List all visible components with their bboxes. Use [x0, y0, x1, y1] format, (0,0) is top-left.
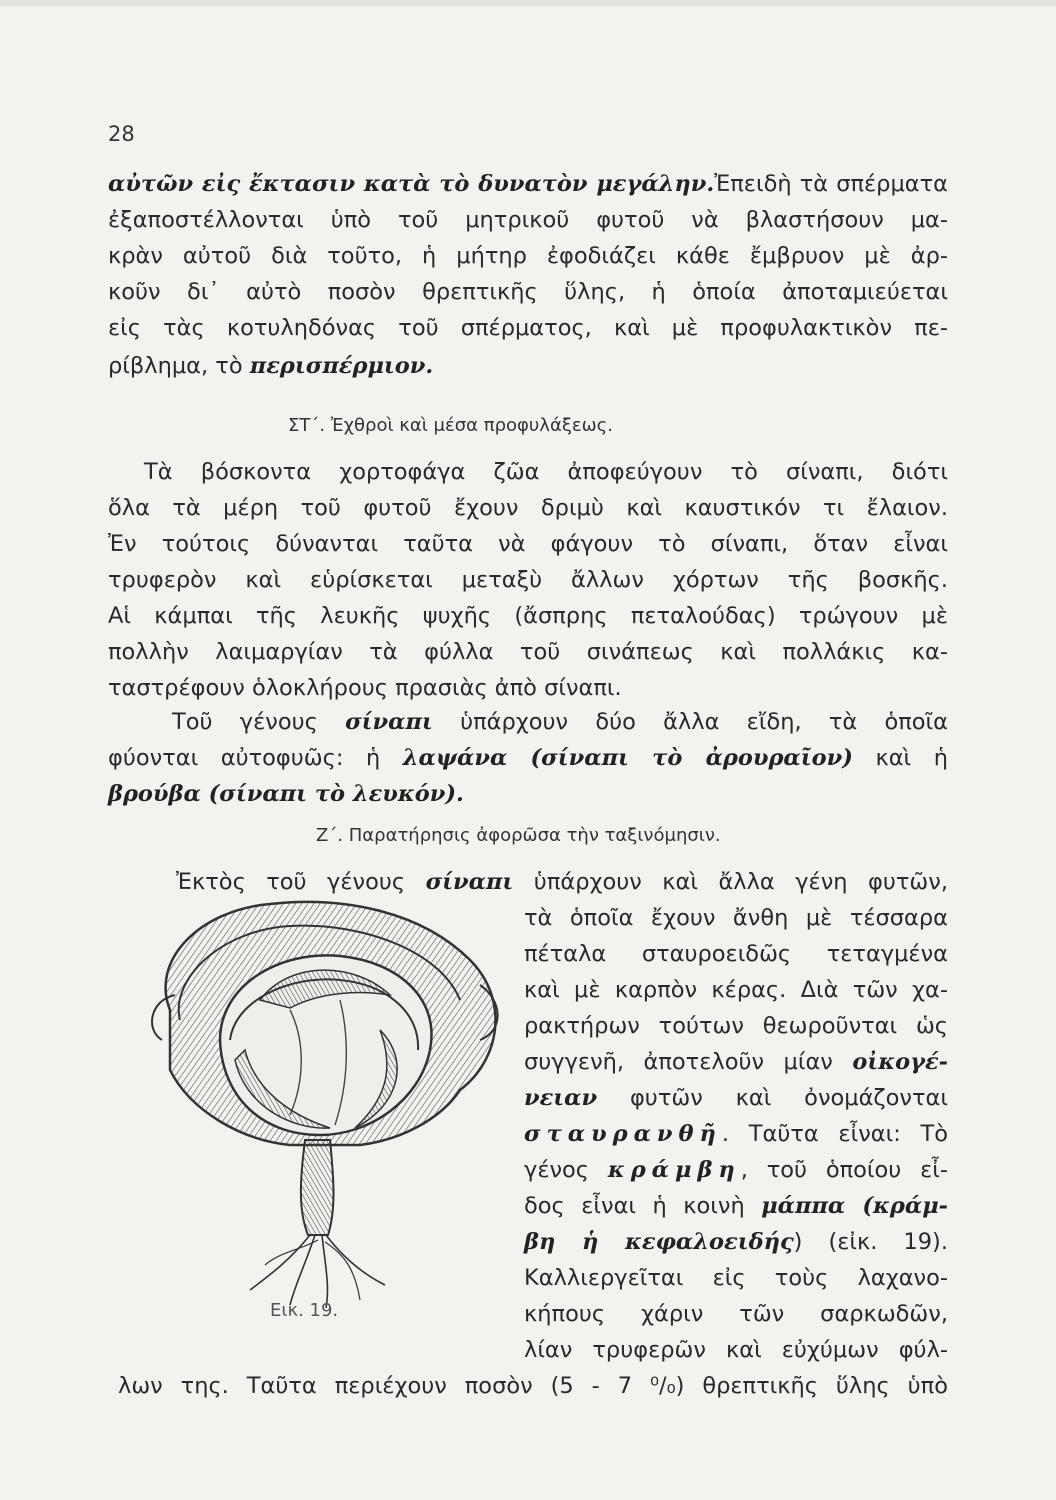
text-line — [172, 706, 948, 738]
text-line — [108, 350, 948, 382]
figure-caption: Εικ. 19. — [270, 1300, 339, 1321]
text-span: ὑπάρχουν δύο ἄλλα εἴδη, τὰ ὁποῖα — [432, 709, 949, 735]
text-line — [524, 1226, 948, 1258]
text-line: κρὰν αὐτοῦ διὰ τοῦτο, ἡ μήτηρ ἐφοδιάζει κάθε ἔμβρυον μὲ ἀρ- — [108, 243, 948, 269]
text-line: λίαν τρυφερῶν καὶ εὐχύμων φύλ- — [524, 1337, 948, 1363]
text-line: λων της. Ταῦτα περιέχουν ποσὸν (5 - 7 ⁰/₀) θρεπτικῆς ὕλης ὑπὸ — [118, 1373, 948, 1399]
text-span: ρίβλημα, τὸ — [108, 353, 250, 379]
italic-term: βη ἡ κεφαλοειδής — [524, 1229, 794, 1255]
text-line — [524, 1154, 948, 1186]
italic-phrase: αὐτῶν εἰς ἔκτασιν κατὰ τὸ δυνατὸν μεγάλην. — [108, 171, 715, 197]
text-line — [108, 778, 948, 810]
text-line: εἰς τὰς κοτυληδόνας τοῦ σπέρματος, καὶ μὲ προφυλακτικὸν πε- — [108, 315, 948, 341]
text-line: Αἱ κάμπαι τῆς λευκῆς ψυχῆς (ἄσπρης πεταλούδας) τρώγουν μὲ — [108, 603, 948, 629]
text-line: κοῦν δι᾽ αὐτὸ ποσὸν θρεπτικῆς ὕλης, ἡ ὁποία ἀποταμιεύεται — [108, 279, 948, 305]
text-line: ὅλα τὰ μέρη τοῦ φυτοῦ ἔχουν δριμὺ καὶ καυστικόν τι ἔλαιον. — [108, 495, 948, 521]
page-number: 28 — [108, 122, 135, 146]
text-span: φύονται αὐτοφυῶς: ἡ — [108, 745, 403, 771]
text-line: ρακτήρων τούτων θεωροῦνται ὡς — [524, 1013, 948, 1039]
text-span: γένος — [524, 1157, 608, 1183]
text-line — [524, 1118, 948, 1150]
text-span: ὑπάρχουν καὶ ἄλλα γένη φυτῶν, — [513, 869, 948, 895]
section-heading-z: Ζ΄. Παρατήρησις ἀφορῶσα τὴν ταξινόμησιν. — [316, 825, 721, 846]
text-line: ταστρέφουν ὁλοκλήρους πρασιὰς ἀπὸ σίναπι. — [108, 675, 622, 701]
cabbage-illustration — [140, 890, 512, 1310]
text-line: πέταλα σταυροειδῶς τεταγμένα — [524, 941, 948, 967]
text-span: ) (εἰκ. 19). — [793, 1229, 948, 1255]
italic-term: βρούβα (σίναπι τὸ λευκόν). — [108, 781, 464, 807]
italic-term: περισπέρμιον. — [249, 353, 434, 379]
text-span: Τοῦ γένους — [172, 709, 346, 735]
text-line — [524, 1082, 948, 1114]
text-line: πολλὴν λαιμαργίαν τὰ φύλλα τοῦ σινάπεως καὶ πολλάκις κα- — [108, 639, 948, 665]
section-heading-st: ΣΤ΄. Ἐχθροὶ καὶ μέσα προφυλάξεως. — [288, 415, 613, 436]
spaced-term: κράμβη — [607, 1157, 741, 1183]
text-line — [524, 1190, 948, 1222]
text-line: ἐξαποστέλλονται ὑπὸ τοῦ μητρικοῦ φυτοῦ νὰ βλαστήσουν μα- — [108, 207, 948, 233]
italic-term: λαψάνα (σίναπι τὸ ἀρουραῖον) — [402, 745, 853, 771]
text-line: Ἐν τούτοις δύνανται ταῦτα νὰ φάγουν τὸ σίναπι, ὅταν εἶναι — [108, 531, 948, 557]
text-line — [524, 1046, 948, 1078]
text-span: . Ταῦτα εἶναι: Τὸ — [721, 1121, 948, 1147]
text-span: , τοῦ ὁποίου εἶ- — [740, 1157, 949, 1183]
text-span: συγγενῆ, ἀποτελοῦν μίαν — [524, 1049, 853, 1075]
text-line — [108, 742, 948, 774]
italic-term: οἰκογέ- — [852, 1049, 948, 1075]
text-line: Καλλιεργεῖται εἰς τοὺς λαχανο- — [524, 1265, 948, 1291]
text-span: δος εἶναι ἡ κοινὴ — [524, 1193, 762, 1219]
page-top-edge — [0, 0, 1056, 6]
italic-term: νειαν — [524, 1085, 598, 1111]
text-line — [108, 168, 948, 200]
text-line: τρυφερὸν καὶ εὑρίσκεται μεταξὺ ἄλλων χόρτων τῆς βοσκῆς. — [108, 567, 948, 593]
spaced-term: σταυρανθῆ — [524, 1121, 722, 1147]
italic-term: σίναπι — [345, 709, 433, 735]
italic-term: μάππα (κράμ- — [761, 1193, 948, 1219]
text-span: καὶ ἡ — [852, 745, 948, 771]
text-span: φυτῶν καὶ ὀνομάζονται — [597, 1085, 948, 1111]
text-line: καὶ μὲ καρπὸν κέρας. Διὰ τῶν χα- — [524, 977, 948, 1003]
text-line: τὰ ὁποῖα ἔχουν ἄνθη μὲ τέσσαρα — [524, 905, 948, 931]
text-line: κήπους χάριν τῶν σαρκωδῶν, — [524, 1301, 948, 1327]
text-span: Ἐκτὸς τοῦ γένους — [176, 869, 426, 895]
italic-term: σίναπι — [425, 869, 514, 895]
text-span: Ἐπειδὴ τὰ σπέρματα — [714, 171, 948, 197]
text-line: Τὰ βόσκοντα χορτοφάγα ζῶα ἀποφεύγουν τὸ σίναπι, διότι — [144, 459, 948, 485]
